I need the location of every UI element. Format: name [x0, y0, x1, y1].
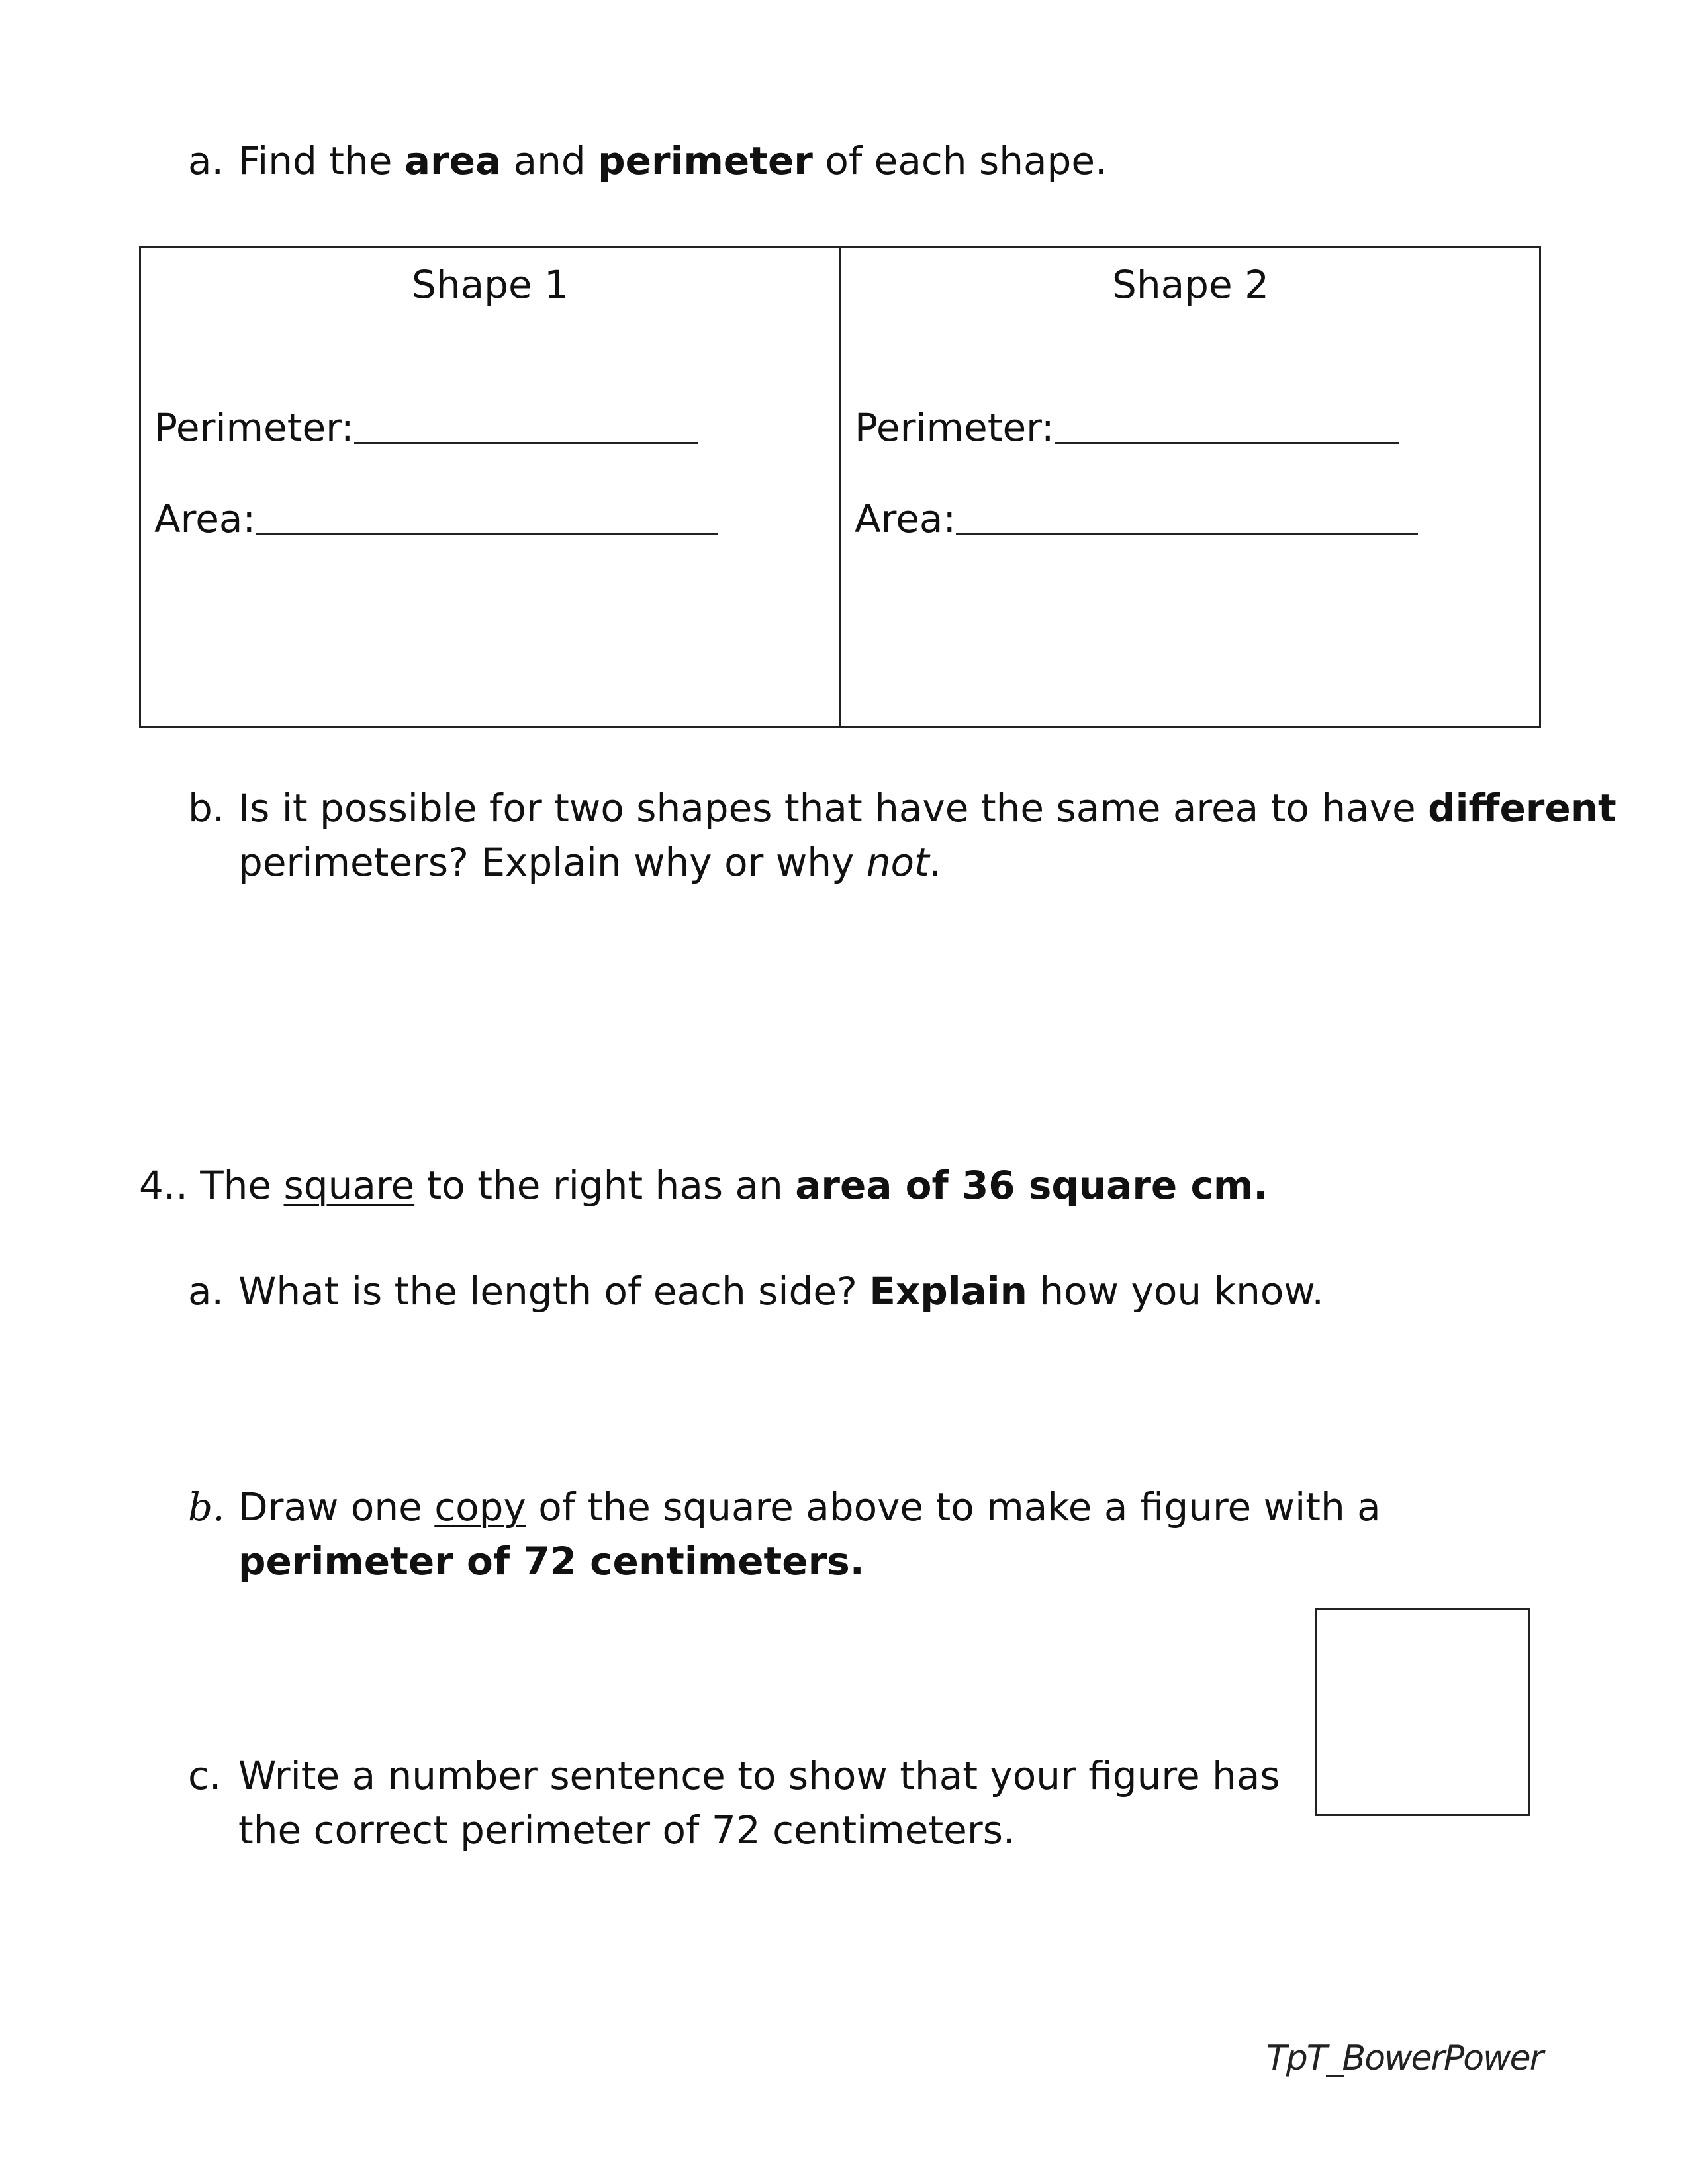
part-b-bold-different: different [1428, 786, 1617, 831]
q4-c-question-line-2: the correct perimeter of 72 centimeters. [238, 1807, 1015, 1852]
q4-b-text-2: of the square above to make a figure with a [526, 1484, 1381, 1529]
q4-c-label: c. [188, 1753, 222, 1798]
q4-b-underline-copy: copy [434, 1484, 526, 1529]
part-b-question-line-1 [238, 781, 1617, 835]
q4-a-label: a. [188, 1269, 224, 1314]
shape-1-area-blank[interactable] [256, 533, 718, 535]
part-b-italic-not: not [866, 840, 929, 885]
shape-1-perimeter-blank[interactable] [354, 442, 698, 444]
q4-b-question-line-1 [238, 1480, 1381, 1534]
shape-2-area-field[interactable] [855, 492, 1418, 546]
part-a-bold-area: area [404, 138, 502, 183]
shape-2-perimeter-field[interactable] [855, 400, 1399, 455]
shape-1-perimeter-field[interactable] [154, 400, 698, 455]
q4-b-question-line-2 [238, 1534, 865, 1588]
q4-b-label: b. [188, 1484, 225, 1529]
part-a-bold-perimeter: perimeter [598, 138, 813, 183]
q4-b-bold-perimeter: perimeter of 72 centimeters. [238, 1539, 865, 1584]
shape-1-perimeter-label: Perimeter: [154, 405, 354, 450]
shape-2-perimeter-label: Perimeter: [855, 405, 1055, 450]
question-4-stem [139, 1158, 1268, 1212]
table-divider [839, 248, 841, 726]
part-a-instruction [238, 134, 1107, 188]
question-4-underline-square: square [283, 1163, 415, 1208]
shape-2-perimeter-blank[interactable] [1055, 442, 1399, 444]
q4-b-text-1: Draw one [238, 1484, 435, 1529]
shape-1-title: Shape 1 [412, 262, 569, 307]
shape-2-area-blank[interactable] [956, 533, 1418, 535]
q4-a-text-2: how you know. [1027, 1269, 1324, 1314]
shapes-table [139, 246, 1541, 728]
question-4-text-2: to the right has an [414, 1163, 796, 1208]
part-b-text-2: perimeters? Explain why or why [238, 840, 867, 885]
shape-1-area-field[interactable] [154, 492, 718, 546]
q4-a-question [238, 1264, 1324, 1318]
shape-2-area-label: Area: [855, 496, 957, 541]
part-a-text-3: of each shape. [812, 138, 1107, 183]
question-4-bold-area: area of 36 square cm. [795, 1163, 1268, 1208]
shape-2-title: Shape 2 [1112, 262, 1269, 307]
part-a-text-1: Find the [238, 138, 404, 183]
q4-c-question-line-1: Write a number sentence to show that your figure has [238, 1753, 1280, 1798]
part-b-text-3: . [929, 840, 942, 885]
part-b-text-1: Is it possible for two shapes that have the same area to have [238, 786, 1429, 831]
author-signature: TpT_BowerPower [1266, 2038, 1542, 2078]
part-a-label: a. [188, 138, 224, 183]
shape-1-area-label: Area: [154, 496, 256, 541]
part-a-text-2: and [501, 138, 598, 183]
part-b-label: b. [188, 786, 225, 831]
question-4-text-1: The [187, 1163, 284, 1208]
part-b-question-line-2 [238, 835, 941, 889]
square-figure [1315, 1608, 1530, 1816]
question-4-number: 4.. [139, 1163, 188, 1208]
q4-a-text-1: What is the length of each side? [238, 1269, 870, 1314]
q4-a-bold-explain: Explain [869, 1269, 1027, 1314]
